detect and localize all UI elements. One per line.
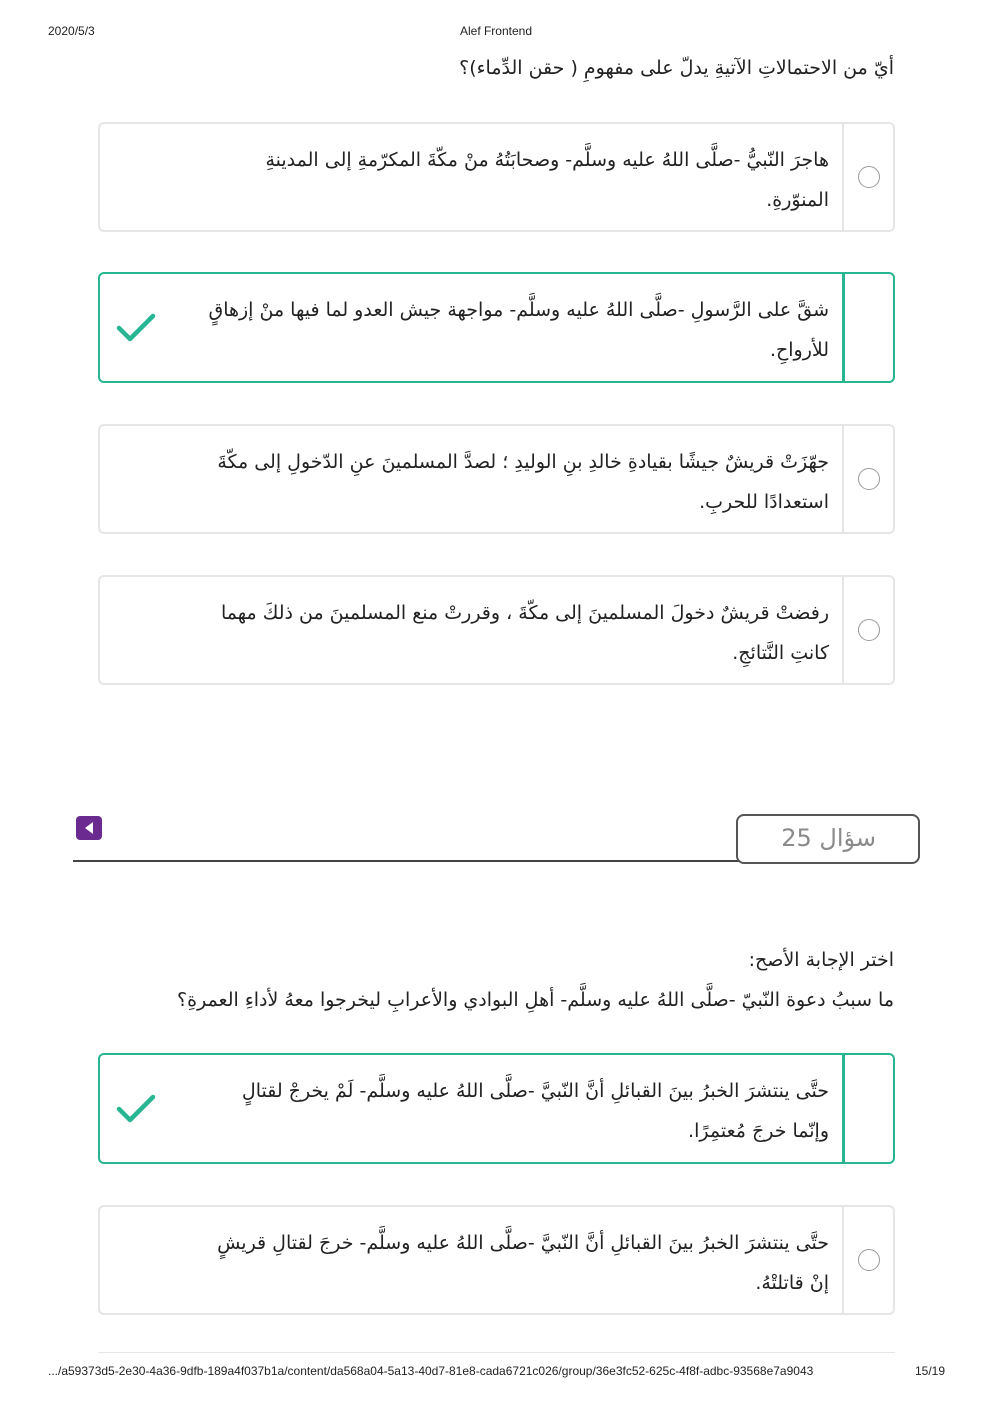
question-24-text: أيّ من الاحتمالاتِ الآتيةِ يدلّ على مفهومِ ( حقن الدِّماء)؟ (459, 57, 894, 79)
answer-option-3[interactable] (98, 424, 895, 534)
print-title: Alef Frontend (459, 24, 533, 38)
page-number: 15/19 (915, 1364, 946, 1378)
radio-empty-icon[interactable] (858, 166, 880, 188)
answer-option-text: هاجرَ النّبيُّ -صلَّى اللهُ عليه وسلَّم- وصحابَتُهُ منْ مكّةَ المكرّمةِ إلى المدينةِ المنوّرةِ. (265, 149, 829, 211)
answer-option-text: شقَّ على الرَّسولِ -صلَّى اللهُ عليه وسلَّم- مواجهة جيش العدو لما فيها منْ إزهاقٍ للأرواحِ. (208, 299, 829, 361)
question-25-text: ما سببُ دعوة النّبيّ -صلَّى اللهُ عليه وسلَّم- أهلِ البوادي والأعرابِ ليخرجوا معهُ لأداءِ العمرةِ؟ (177, 989, 894, 1011)
answer-option-1[interactable] (98, 122, 895, 232)
question-number-tab (736, 814, 920, 864)
answer-option-text: حتَّى ينتشرَ الخبرُ بينَ القبائلِ أنَّ النّبيَّ -صلَّى اللهُ عليه وسلَّم- لَمْ يخرجْ لقتالٍ وإنّما خرجَ مُعتمِرًا. (241, 1080, 829, 1142)
answer-option-text: رفضتْ قريشٌ دخولَ المسلمينَ إلى مكّةَ ، وقررتْ منع المسلمينَ من ذلكَ مهما كانتِ النَّتائجِ. (220, 602, 829, 664)
answer-option-1[interactable] (98, 1053, 895, 1164)
answer-selector-cell[interactable] (842, 274, 893, 381)
answer-option-text: حتَّى ينتشرَ الخبرُ بينَ القبائلِ أنَّ النّبيَّ -صلَّى اللهُ عليه وسلَّم- خرجَ لقتالِ قريشٍ إنْ قاتلتْهُ. (217, 1232, 829, 1294)
question-25-instruction: اختر الإجابة الأصح: (748, 949, 894, 971)
checkmark-icon (116, 1092, 156, 1126)
answer-selector-cell[interactable] (842, 577, 893, 683)
section-divider (73, 860, 741, 862)
answer-selector-cell[interactable] (842, 426, 893, 532)
print-date: 2020/5/3 (48, 24, 95, 38)
answer-option-4[interactable] (98, 575, 895, 685)
checkmark-icon (116, 311, 156, 345)
question-number-label: سؤال 25 (781, 824, 876, 852)
caret-left-icon[interactable] (76, 816, 102, 840)
radio-empty-icon[interactable] (858, 619, 880, 641)
next-option-edge (98, 1352, 895, 1353)
radio-empty-icon[interactable] (858, 468, 880, 490)
print-url: .../a59373d5-2e30-4a36-9dfb-189a4f037b1a/content/da568a04-5a13-40d7-81e8-cada6721c026/group/36e3fc52-625c-4f8f-adbc-93568e7a9043 (48, 1364, 814, 1378)
answer-selector-cell[interactable] (842, 1207, 893, 1313)
answer-option-text: جهّزَتْ قريشٌ جيشًا بقيادةِ خالدِ بنِ الوليدِ ؛ لصدَّ المسلمينَ عنِ الدّخولِ إلى مكّةَ استعدادًا للحربِ. (217, 451, 829, 513)
answer-option-2[interactable] (98, 272, 895, 383)
answer-selector-cell[interactable] (842, 124, 893, 230)
answer-selector-cell[interactable] (842, 1055, 893, 1162)
radio-empty-icon[interactable] (858, 1249, 880, 1271)
answer-option-2[interactable] (98, 1205, 895, 1315)
